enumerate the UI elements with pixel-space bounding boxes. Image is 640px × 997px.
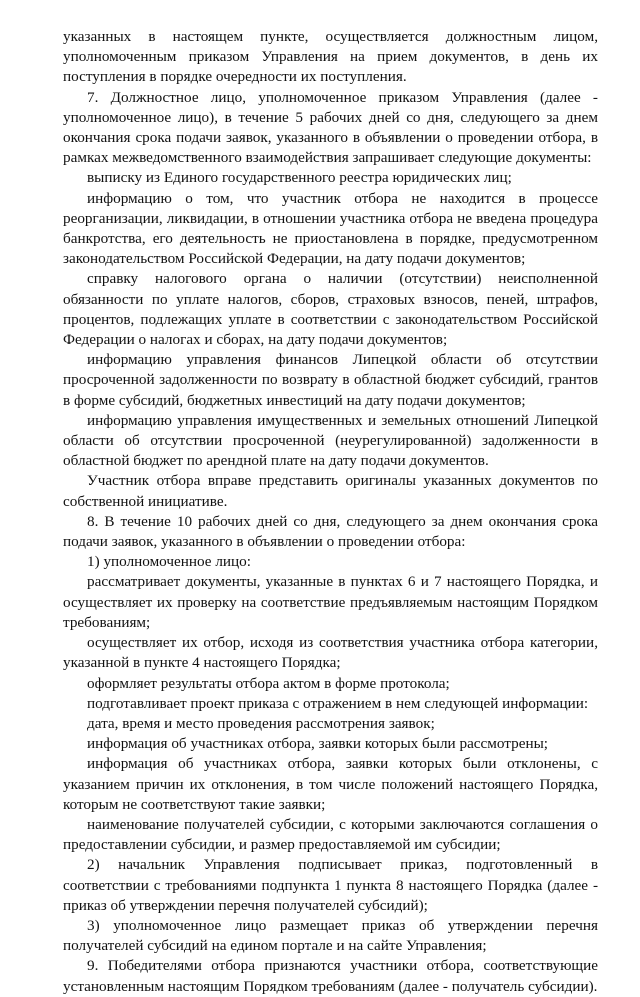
- paragraph-finance-info: информацию управления финансов Липецкой области об отсутствии просроченной задолженности по возврату в областной бюджет субсидий, грантов в форме субсидий, бюджетных инвестиций на дату подачи документов;: [63, 351, 598, 409]
- paragraph-egrul-extract: выписку из Единого государственного реестра юридических лиц;: [87, 169, 512, 187]
- paragraph-continuation: указанных в настоящем пункте, осуществляется должностным лицом, уполномоченным приказом Управления на прием документов, в день их поступления в порядке очередности их поступления.: [63, 28, 598, 86]
- paragraph-subitem-1: 1) уполномоченное лицо:: [87, 553, 251, 571]
- paragraph-reviewed-participants: информация об участниках отбора, заявки которых были рассмотрены;: [87, 735, 549, 753]
- paragraph-property-info: информацию управления имущественных и земельных отношений Липецкой области об отсутствии просроченной (неурегулированной) задолженности в областной бюджет по арендной плате на дату подачи документов.: [63, 411, 598, 470]
- paragraph-item-9: 9. Победителями отбора признаются участники отбора, соответствующие установленным настоящим Порядком требованиям (далее - получатель субсидии).: [63, 957, 598, 995]
- paragraph-reorganization-info: информацию о том, что участник отбора не находится в процессе реорганизации, ликвидации, в отношении участника отбора не введена процедура банкротства, его деятельность не приостановлена в порядке, предусмотренном законодательством Российской Федерации, на дату подачи документов;: [63, 189, 598, 268]
- paragraph-draft-order: подготавливает проект приказа с отражением в нем следующей информации:: [87, 694, 589, 712]
- paragraph-item-8: 8. В течение 10 рабочих дней со дня, следующего за днем окончания срока подачи заявок, указанного в объявлении о проведении отбора:: [63, 512, 598, 551]
- paragraph-recipients: наименование получателей субсидии, с которыми заключаются соглашения о предоставлении субсидии, и размер предоставляемой им субсидии;: [63, 815, 598, 854]
- paragraph-subitem-2: 2) начальник Управления подписывает приказ, подготовленный в соответствии с требованиями подпункта 1 пункта 8 настоящего Порядка (далее - приказ об утверждении перечня получателей субсидий);: [63, 856, 598, 914]
- paragraph-selection: осуществляет их отбор, исходя из соответствия участника отбора категории, указанной в пункте 4 настоящего Порядка;: [63, 634, 598, 672]
- paragraph-date-time-place: дата, время и место проведения рассмотрения заявок;: [87, 714, 435, 732]
- paragraph-own-initiative: Участник отбора вправе представить оригиналы указанных документов по собственной инициативе.: [63, 472, 598, 510]
- paragraph-tax-certificate: справку налогового органа о наличии (отсутствии) неисполненной обязанности по уплате налогов, сборов, страховых взносов, пеней, штрафов, процентов, подлежащих уплате в соответствии с законодательством Российской Федерации о налогах и сборах, на дату подачи документов;: [63, 270, 598, 349]
- document-body: [63, 27, 598, 997]
- paragraph-rejected-participants: информация об участниках отбора, заявки которых были отклонены, с указанием причин их отклонения, в том числе положений настоящего Порядка, которым не соответствуют такие заявки;: [63, 755, 598, 813]
- paragraph-protocol: оформляет результаты отбора актом в форме протокола;: [87, 674, 450, 692]
- paragraph-item-7: 7. Должностное лицо, уполномоченное приказом Управления (далее - уполномоченное лицо), в течение 5 рабочих дней со дня, следующего за днем окончания срока подачи заявок, указанного в объявлении о проведении отбора, в рамках межведомственного взаимодействия запрашивает следующие документы:: [63, 88, 598, 167]
- paragraph-review-documents: рассматривает документы, указанные в пунктах 6 и 7 настоящего Порядка, и осуществляет их проверку на соответствие предъявляемым настоящим Порядком требованиям;: [63, 573, 598, 631]
- paragraph-subitem-3: 3) уполномоченное лицо размещает приказ об утверждении перечня получателей субсидий на едином портале и на сайте Управления;: [63, 916, 598, 955]
